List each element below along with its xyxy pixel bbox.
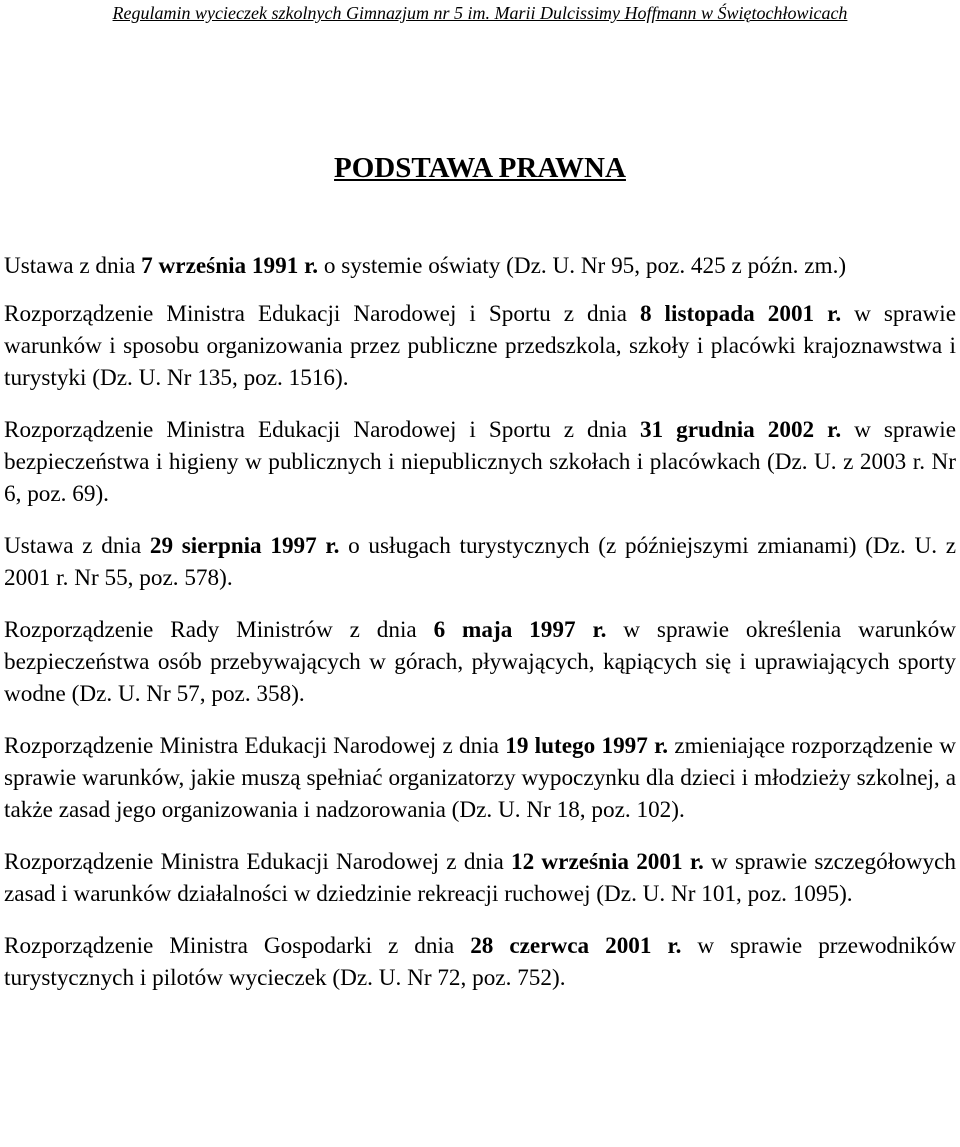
act-6-date: 19 lutego 1997 r.	[505, 733, 669, 759]
act-4-description: o usługach turystycznych (z późniejszymi zmianami) (Dz. U. z 2001 r. Nr 55, poz. 578).	[4, 533, 956, 591]
act-8-description: w sprawie przewodników turystycznych i pilotów wycieczek (Dz. U. Nr 72, poz. 752).	[4, 933, 956, 991]
legal-act-paragraph-8	[4, 930, 956, 994]
act-7-description: w sprawie szczegółowych zasad i warunków działalności w dziedzinie rekreacji ruchowej (Dz. U. Nr 101, poz. 1095).	[4, 849, 956, 907]
act-4-date: 29 sierpnia 1997 r.	[149, 533, 340, 559]
act-6-text: Rozporządzenie Ministra Edukacji Narodowej z dnia	[4, 733, 506, 759]
act-6-description: zmieniające rozporządzenie w sprawie warunków, jakie muszą spełniać organizatorzy wypoczynku dla dzieci i młodzieży szkolnej, a także zasad jego organizowania i nadzorowania (Dz. U. Nr 18, poz. 102).	[4, 733, 956, 823]
act-8-text: Rozporządzenie Ministra Gospodarki z dnia	[4, 933, 471, 959]
act-2-description: w sprawie warunków i sposobu organizowania przez publiczne przedszkola, szkoły i placówki krajoznawstwa i turystyki (Dz. U. Nr 135, poz. 1516).	[4, 301, 957, 391]
legal-act-paragraph-2	[4, 298, 956, 394]
header-text: Regulamin wycieczek szkolnych Gimnazjum nr 5 im. Marii Dulcissimy Hoffmann w Świętochłowicach	[112, 3, 848, 23]
act-4-text: Ustawa z dnia	[4, 533, 150, 559]
legal-basis-list	[4, 250, 956, 994]
act-7-text: Rozporządzenie Ministra Edukacji Narodowej z dnia	[4, 849, 511, 875]
legal-act-paragraph-6	[4, 730, 956, 826]
act-3-text: Rozporządzenie Ministra Edukacji Narodowej i Sportu z dnia	[4, 417, 640, 443]
act-5-date: 6 maja 1997 r.	[433, 617, 607, 643]
act-7-date: 12 września 2001 r.	[510, 849, 704, 875]
act-2-date: 8 listopada 2001 r.	[639, 301, 842, 327]
act-3-date: 31 grudnia 2002 r.	[639, 417, 842, 443]
page-header	[0, 3, 960, 24]
act-1-description: o systemie oświaty (Dz. U. Nr 95, poz. 425 z późn. zm.)	[318, 253, 847, 279]
act-1-text: Ustawa z dnia	[4, 253, 142, 279]
act-5-text: Rozporządzenie Rady Ministrów z dnia	[4, 617, 434, 643]
act-5-description: w sprawie określenia warunków bezpieczeństwa osób przebywających w górach, pływających, kąpiących się i uprawiających sporty wodne (Dz. U. Nr 57, poz. 358).	[4, 617, 956, 707]
legal-act-paragraph-7	[4, 846, 956, 910]
legal-act-paragraph-1	[4, 250, 956, 282]
legal-act-paragraph-3	[4, 414, 956, 510]
act-3-description: w sprawie bezpieczeństwa i higieny w publicznych i niepublicznych szkołach i placówkach (Dz. U. z 2003 r. Nr 6, poz. 69).	[4, 417, 957, 507]
legal-act-paragraph-5	[4, 614, 956, 710]
page-title: PODSTAWA PRAWNA	[334, 152, 626, 184]
act-1-date: 7 września 1991 r.	[141, 253, 319, 279]
legal-act-paragraph-4	[4, 530, 956, 594]
act-2-text: Rozporządzenie Ministra Edukacji Narodowej i Sportu z dnia	[4, 301, 640, 327]
act-8-date: 28 czerwca 2001 r.	[470, 933, 682, 959]
